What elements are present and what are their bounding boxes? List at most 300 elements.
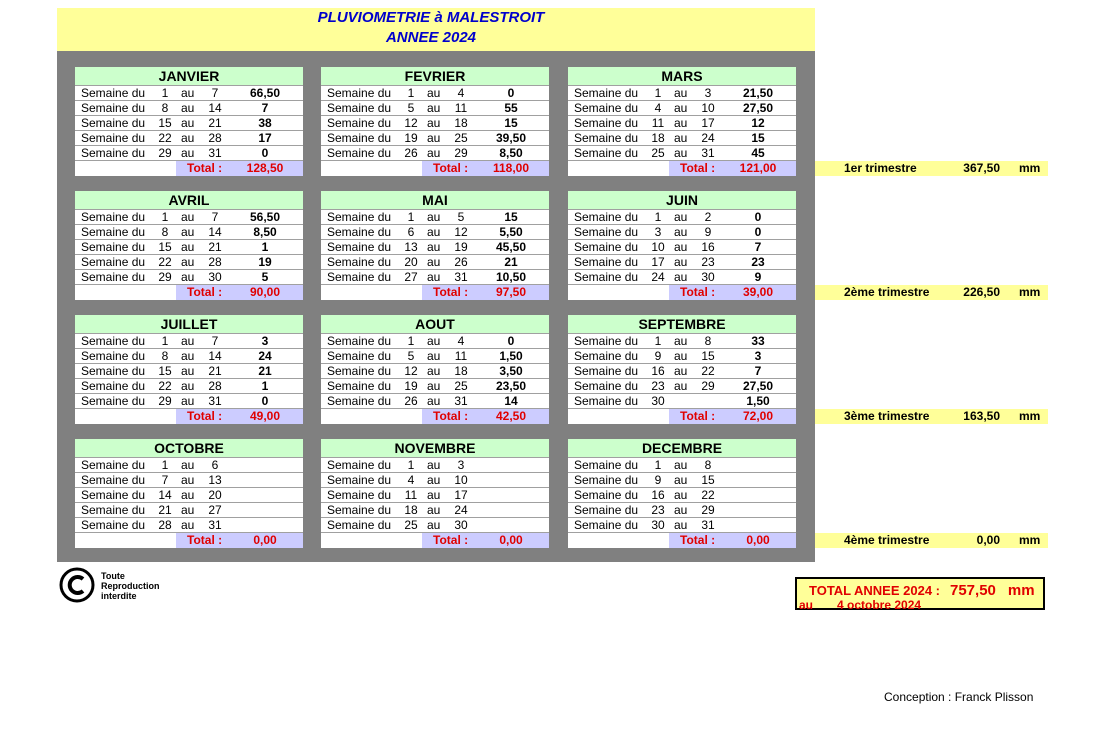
week-start-day: 7 [161,473,169,487]
week-row [568,254,796,269]
week-end-day: 4 [457,86,465,100]
week-end-day: 31 [454,270,468,284]
week-end-day: 15 [701,473,715,487]
annual-date [799,598,921,612]
week-start-day: 14 [158,488,172,502]
total-label: Total : [187,409,223,423]
week-start-day: 13 [404,240,418,254]
week-au: au [674,116,688,130]
week-row [568,487,796,502]
quarter-label: 1er trimestre [844,161,917,175]
week-rainfall: 21 [258,364,272,378]
week-end-day: 28 [208,131,222,145]
week-label: Semaine du [574,473,639,487]
week-start-day: 23 [651,503,665,517]
week-au: au [674,210,688,224]
week-rainfall: 19 [258,255,272,269]
week-end-day: 12 [454,225,468,239]
week-label: Semaine du [81,364,146,378]
week-end-day: 27 [208,503,222,517]
week-au: au [181,458,195,472]
week-label: Semaine du [327,379,392,393]
week-label: Semaine du [81,270,146,284]
week-au: au [427,503,441,517]
total-label: Total : [680,285,716,299]
week-au: au [181,131,195,145]
week-end-day: 18 [454,364,468,378]
week-row [75,85,303,100]
month-header: AVRIL [75,191,303,209]
total-label: Total : [433,161,469,175]
week-label: Semaine du [81,488,146,502]
week-au: au [427,488,441,502]
month-fevrier [321,67,549,176]
week-label: Semaine du [574,131,639,145]
week-end-day: 20 [208,488,222,502]
total-label: Total : [433,533,469,547]
week-au: au [427,349,441,363]
week-end-day: 30 [454,518,468,532]
week-row [568,348,796,363]
quarter-value: 367,50 [963,161,1000,175]
week-end-day: 19 [454,240,468,254]
week-end-day: 8 [704,458,712,472]
week-au: au [427,240,441,254]
week-end-day: 14 [208,349,222,363]
week-row [321,145,549,160]
week-start-day: 1 [407,458,415,472]
month-total-value: 49,00 [249,409,281,423]
week-au: au [181,518,195,532]
week-rainfall: 7 [754,364,762,378]
week-label: Semaine du [574,116,639,130]
week-start-day: 4 [407,473,415,487]
week-start-day: 22 [158,255,172,269]
week-end-day: 7 [211,86,219,100]
week-end-day: 7 [211,334,219,348]
quarter-label: 4ème trimestre [844,533,930,547]
quarter-unit: mm [1019,409,1041,423]
month-total-value: 39,00 [742,285,774,299]
week-row [321,348,549,363]
week-start-day: 20 [404,255,418,269]
month-total-row [568,284,796,300]
week-end-day: 22 [701,364,715,378]
week-au: au [674,379,688,393]
total-label: Total : [187,285,223,299]
week-au: au [181,270,195,284]
week-rainfall: 9 [754,270,762,284]
week-label: Semaine du [574,255,639,269]
week-row [75,502,303,517]
week-row [75,393,303,408]
annual-total [809,582,1035,599]
month-total-row [75,532,303,548]
week-end-day: 18 [454,116,468,130]
month-total-value: 97,50 [495,285,527,299]
week-start-day: 1 [407,86,415,100]
week-rainfall: 27,50 [742,101,774,115]
week-row [75,145,303,160]
week-row [568,517,796,532]
week-label: Semaine du [574,379,639,393]
week-au: au [674,349,688,363]
week-row [321,100,549,115]
week-au: au [427,473,441,487]
month-mai [321,191,549,300]
week-end-day: 3 [457,458,465,472]
week-au: au [427,101,441,115]
week-start-day: 5 [407,349,415,363]
month-avril [75,191,303,300]
week-row [321,393,549,408]
week-row [75,130,303,145]
week-start-day: 25 [404,518,418,532]
week-row [75,378,303,393]
week-au: au [181,101,195,115]
annual-date-prefix: au [799,598,814,612]
week-row [75,239,303,254]
copyright-notice [59,567,179,607]
week-rainfall: 0 [261,146,269,160]
month-total-row [321,408,549,424]
week-end-day: 31 [208,146,222,160]
week-rainfall: 15 [504,116,518,130]
week-label: Semaine du [81,349,146,363]
month-total-value: 42,50 [495,409,527,423]
week-rainfall: 56,50 [249,210,281,224]
week-label: Semaine du [327,240,392,254]
month-header: OCTOBRE [75,439,303,457]
week-end-day: 15 [701,349,715,363]
week-au: au [181,116,195,130]
week-label: Semaine du [574,101,639,115]
quarter-total-2 [815,285,1048,300]
week-au: au [427,334,441,348]
week-label: Semaine du [574,270,639,284]
week-au: au [427,458,441,472]
copyright-text: Toute Reproduction interdite [101,571,160,601]
week-start-day: 18 [651,131,665,145]
week-au: au [674,458,688,472]
week-label: Semaine du [327,131,392,145]
week-label: Semaine du [81,394,146,408]
week-row [568,269,796,284]
week-end-day: 31 [701,146,715,160]
week-label: Semaine du [574,364,639,378]
week-row [321,517,549,532]
week-start-day: 30 [651,518,665,532]
total-label: Total : [187,161,223,175]
month-juin [568,191,796,300]
week-row [321,472,549,487]
week-rainfall: 0 [754,210,762,224]
week-au: au [181,349,195,363]
week-row [75,487,303,502]
quarter-total-3 [815,409,1048,424]
week-end-day: 16 [701,240,715,254]
week-rainfall: 45 [751,146,765,160]
week-label: Semaine du [574,146,639,160]
week-rainfall: 23 [751,255,765,269]
week-end-day: 29 [701,503,715,517]
month-header: JUILLET [75,315,303,333]
week-row [321,254,549,269]
week-label: Semaine du [574,210,639,224]
week-end-day: 21 [208,364,222,378]
week-start-day: 26 [404,146,418,160]
month-header: DECEMBRE [568,439,796,457]
week-start-day: 16 [651,488,665,502]
week-au: au [674,473,688,487]
month-total-value: 72,00 [742,409,774,423]
week-au: au [181,334,195,348]
week-label: Semaine du [327,334,392,348]
week-start-day: 11 [651,116,665,130]
week-rainfall: 0 [754,225,762,239]
week-row [321,85,549,100]
week-au: au [674,146,688,160]
month-total-value: 121,00 [739,161,777,175]
week-rainfall: 0 [261,394,269,408]
week-start-day: 3 [654,225,662,239]
week-au: au [427,116,441,130]
week-au: au [674,225,688,239]
week-au: au [427,225,441,239]
total-label: Total : [680,161,716,175]
week-rainfall: 8,50 [253,225,277,239]
week-row [321,209,549,224]
week-end-day: 21 [208,116,222,130]
week-end-day: 4 [457,334,465,348]
quarter-label: 2ème trimestre [844,285,930,299]
week-label: Semaine du [81,240,146,254]
week-au: au [181,86,195,100]
week-au: au [674,101,688,115]
week-rainfall: 38 [258,116,272,130]
month-total-row [568,532,796,548]
week-row [568,333,796,348]
total-label: Total : [187,533,223,547]
week-rainfall: 10,50 [495,270,527,284]
total-label: Total : [433,285,469,299]
month-novembre [321,439,549,548]
quarter-total-4 [815,533,1048,548]
week-label: Semaine du [327,146,392,160]
week-start-day: 29 [158,146,172,160]
week-row [568,363,796,378]
week-row [321,115,549,130]
total-label: Total : [433,409,469,423]
week-rainfall: 21 [504,255,518,269]
week-rainfall: 24 [258,349,272,363]
week-rainfall: 55 [504,101,518,115]
week-label: Semaine du [327,210,392,224]
week-label: Semaine du [574,240,639,254]
month-total-row [321,160,549,176]
week-label: Semaine du [327,116,392,130]
week-end-day: 7 [211,210,219,224]
week-start-day: 17 [651,255,665,269]
week-label: Semaine du [574,488,639,502]
week-au: au [427,518,441,532]
week-label: Semaine du [81,225,146,239]
quarter-total-1 [815,161,1048,176]
week-au: au [674,503,688,517]
page-title [57,8,815,51]
week-au: au [674,131,688,145]
week-au: au [427,210,441,224]
week-row [568,130,796,145]
week-au: au [181,473,195,487]
week-end-day: 2 [704,210,712,224]
week-end-day: 30 [701,270,715,284]
week-label: Semaine du [81,131,146,145]
week-end-day: 23 [701,255,715,269]
month-octobre [75,439,303,548]
annual-date-value: 4 octobre 2024 [837,598,922,612]
week-label: Semaine du [327,473,392,487]
week-row [75,254,303,269]
week-end-day: 14 [208,225,222,239]
week-row [321,378,549,393]
week-start-day: 22 [158,131,172,145]
week-au: au [674,270,688,284]
title-line2: ANNEE 2024 [385,29,477,46]
week-rainfall: 15 [751,131,765,145]
month-header: JANVIER [75,67,303,85]
week-row [321,333,549,348]
quarter-unit: mm [1019,161,1041,175]
month-total-row [568,160,796,176]
annual-total-label: TOTAL ANNEE 2024 : [809,583,940,598]
week-au: au [427,270,441,284]
week-label: Semaine du [81,334,146,348]
week-end-day: 21 [208,240,222,254]
week-row [75,363,303,378]
week-au: au [427,131,441,145]
week-au: au [181,225,195,239]
week-label: Semaine du [327,225,392,239]
week-end-day: 31 [701,518,715,532]
week-label: Semaine du [574,334,639,348]
week-start-day: 9 [654,473,662,487]
month-total-value: 118,00 [492,161,530,175]
week-start-day: 1 [161,210,169,224]
week-au: au [674,86,688,100]
week-rainfall: 3 [754,349,762,363]
week-start-day: 25 [651,146,665,160]
week-start-day: 8 [161,349,169,363]
week-label: Semaine du [81,518,146,532]
week-au: au [181,503,195,517]
week-end-day: 28 [208,379,222,393]
week-end-day: 13 [208,473,222,487]
week-start-day: 16 [651,364,665,378]
week-row [75,115,303,130]
week-end-day: 6 [211,458,219,472]
week-end-day: 31 [208,394,222,408]
week-label: Semaine du [327,488,392,502]
week-row [321,224,549,239]
week-label: Semaine du [81,503,146,517]
week-row [568,224,796,239]
week-label: Semaine du [81,255,146,269]
week-row [75,472,303,487]
week-au: au [181,210,195,224]
week-start-day: 5 [407,101,415,115]
week-start-day: 1 [654,334,662,348]
week-start-day: 12 [404,116,418,130]
week-end-day: 25 [454,379,468,393]
week-row [75,100,303,115]
week-rainfall: 7 [754,240,762,254]
week-au: au [181,488,195,502]
week-row [568,472,796,487]
week-rainfall: 27,50 [742,379,774,393]
week-row [321,457,549,472]
week-au: au [674,518,688,532]
week-au: au [181,379,195,393]
week-label: Semaine du [574,503,639,517]
week-label: Semaine du [327,270,392,284]
month-decembre [568,439,796,548]
month-total-row [75,408,303,424]
week-au: au [674,334,688,348]
week-end-day: 17 [701,116,715,130]
month-total-row [568,408,796,424]
week-end-day: 30 [208,270,222,284]
month-aout [321,315,549,424]
week-start-day: 1 [161,458,169,472]
week-rainfall: 1 [261,240,269,254]
month-total-value: 0,00 [253,533,277,547]
week-row [568,209,796,224]
week-label: Semaine du [81,379,146,393]
week-end-day: 26 [454,255,468,269]
week-start-day: 12 [404,364,418,378]
week-end-day: 11 [454,349,468,363]
week-end-day: 22 [701,488,715,502]
quarter-value: 0,00 [976,533,1000,547]
week-start-day: 28 [158,518,172,532]
week-start-day: 21 [158,503,172,517]
week-label: Semaine du [574,86,639,100]
week-end-day: 24 [454,503,468,517]
week-label: Semaine du [327,255,392,269]
week-end-day: 29 [454,146,468,160]
week-start-day: 26 [404,394,418,408]
total-label: Total : [680,533,716,547]
week-label: Semaine du [81,210,146,224]
week-rainfall: 45,50 [495,240,527,254]
week-row [321,239,549,254]
week-au: au [427,255,441,269]
week-rainfall: 0 [507,86,515,100]
month-total-value: 0,00 [499,533,523,547]
week-start-day: 19 [404,379,418,393]
week-start-day: 1 [654,458,662,472]
week-start-day: 18 [404,503,418,517]
week-end-day: 24 [701,131,715,145]
week-row [321,502,549,517]
week-start-day: 19 [404,131,418,145]
week-label: Semaine du [81,473,146,487]
week-label: Semaine du [574,518,639,532]
week-row [75,517,303,532]
week-start-day: 1 [654,210,662,224]
week-end-day: 8 [704,334,712,348]
